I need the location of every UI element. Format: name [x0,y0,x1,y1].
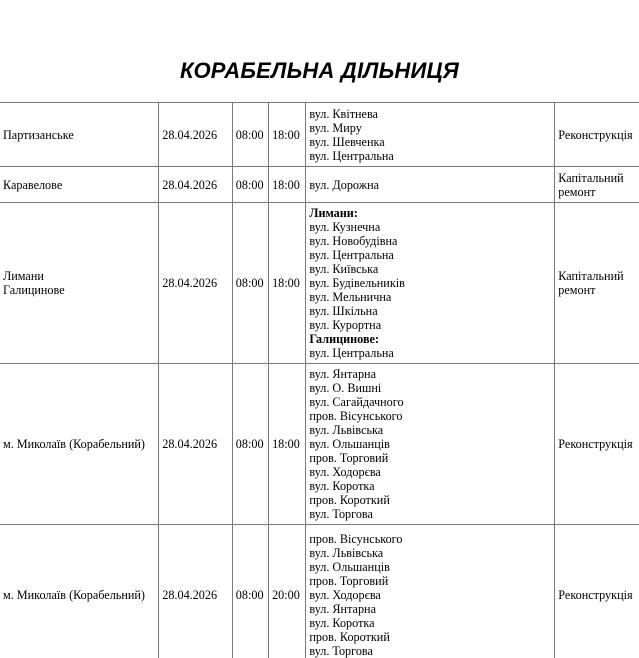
table-row [0,364,639,525]
street-item: вул. Курортна [309,318,382,332]
work-type-line: Капітальний [558,269,624,283]
work-type-line: ремонт [558,283,596,297]
start-time-cell: 08:00 [232,364,268,525]
start-time-cell: 08:00 [232,103,268,167]
streets-cell [306,103,555,167]
street-item: вул. Торгова [309,643,373,658]
settlement-cell [0,203,159,364]
date-cell: 28.04.2026 [159,167,233,203]
street-item: вул. Янтарна [309,601,376,616]
schedule-table [0,102,639,658]
date-cell: 28.04.2026 [159,203,233,364]
date-cell: 28.04.2026 [159,103,233,167]
settlement-cell: Каравелове [0,167,159,203]
work-type-cell [555,167,639,203]
end-time-cell: 20:00 [269,525,306,658]
street-item: вул. Новобудівна [309,234,398,248]
street-group-heading: Лимани: [309,206,358,220]
street-item: вул. Коротка [309,615,375,630]
table-row [0,167,639,203]
street-item: пров. Короткий [309,629,390,644]
street-item: вул. Київська [309,262,379,276]
table-row [0,103,639,167]
work-type-line: ремонт [558,184,596,199]
settlement-cell: м. Миколаїв (Корабельний) [0,364,159,525]
street-item: вул. Шевченка [309,134,385,149]
street-item: пров. Торговий [309,573,389,588]
table-row [0,203,639,364]
street-item: вул. Ходорєва [309,587,381,602]
street-item: пров. Вісунського [309,409,403,423]
work-type-line: Капітальний [558,170,624,185]
work-type-cell [555,203,639,364]
work-type-cell: Реконструкція [555,103,639,167]
settlement-cell: Партизанське [0,103,159,167]
street-item: вул. Торгова [309,507,373,521]
settlement-line: Лимани [3,269,44,283]
date-cell: 28.04.2026 [159,525,233,658]
streets-cell [306,364,555,525]
street-item: вул. Центральна [309,346,394,360]
street-item: пров. Вісунського [309,531,403,546]
streets-cell [306,203,555,364]
street-group-heading: Галицинове: [309,332,380,346]
street-item: вул. Будівельників [309,276,405,290]
table-row [0,525,639,658]
street-item: пров. Короткий [309,493,390,507]
street-item: вул. Мельнична [309,290,392,304]
street-item: вул. Квітнева [309,106,378,121]
work-type-cell: Реконструкція [555,364,639,525]
start-time-cell: 08:00 [232,167,268,203]
street-item: вул. Центральна [309,248,394,262]
streets-cell [306,167,555,203]
street-item: вул. Янтарна [309,367,376,381]
street-item: вул. О. Вишні [309,381,382,395]
end-time-cell: 18:00 [269,167,306,203]
page-title: КОРАБЕЛЬНА ДІЛЬНИЦЯ [180,58,459,83]
street-item: вул. Кузнечна [309,220,381,234]
start-time-cell: 08:00 [232,525,268,658]
date-cell: 28.04.2026 [159,364,233,525]
street-item: вул. Дорожна [309,177,380,192]
streets-cell [306,525,555,658]
settlement-line: Галицинове [3,283,65,297]
street-item: вул. Шкільна [309,304,378,318]
street-item: вул. Центральна [309,148,394,163]
street-item: вул. Ольшанців [309,437,390,451]
work-type-cell: Реконструкція [555,525,639,658]
street-item: пров. Торговий [309,451,389,465]
settlement-cell: м. Миколаїв (Корабельний) [0,525,159,658]
street-item: вул. Львівська [309,545,384,560]
street-item: вул. Львівська [309,423,384,437]
street-item: вул. Миру [309,120,362,135]
end-time-cell: 18:00 [269,103,306,167]
street-item: вул. Ходорєва [309,465,381,479]
end-time-cell: 18:00 [269,364,306,525]
start-time-cell: 08:00 [232,203,268,364]
street-item: вул. Коротка [309,479,375,493]
end-time-cell: 18:00 [269,203,306,364]
street-item: вул. Сагайдачного [309,395,404,409]
street-item: вул. Ольшанців [309,559,390,574]
